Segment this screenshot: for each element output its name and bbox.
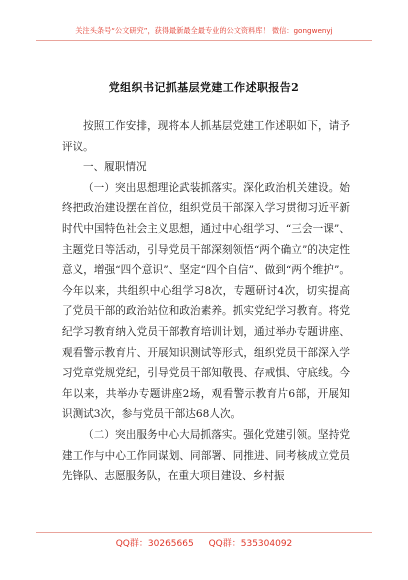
footer-divider xyxy=(36,532,372,533)
header-divider xyxy=(36,40,372,41)
body-paragraph: （一）突出思想理论武装抓落实。深化政治机关建设。始终把政治建设摆在首位，组织党员干部深入学习贯彻习近平新时代中国特色社会主义思想，通过中心组学习、“三会一课”、主题党日等活动，引导党员干部深刻领悟“两个确立”的决定性意义，增强“四个意识”、坚定“四个自信”、做到“两个维护”。今年以来，共组织中心组学习8次，专题研讨4次，切实提高了党员干部的政治站位和政治素养。抓实党纪学习教育。将党纪学习教育纳入党员干部教育培训计划，通过举办专题讲座、观看警示教育片、开展知识测试等形式，组织党员干部深入学习党章党规党纪，引导党员干部知敬畏、存戒惧、守底线。今年以来，共举办专题讲座2场，观看警示教育片6部，开展知识测试3次，参与党员干部达68人次。 xyxy=(62,181,350,421)
document-body xyxy=(62,116,350,487)
document-title: 党组织书记抓基层党建工作述职报告2 xyxy=(108,81,300,94)
intro-paragraph: 按照工作安排，现将本人抓基层党建工作述职如下，请予评议。 xyxy=(62,120,350,153)
footer xyxy=(0,536,408,549)
footer-qq-group-1: QQ群：30265665 xyxy=(115,539,194,549)
header-banner: 关注头条号“公文研究”，获得最新最全最专业的公文资料库！ 微信：gongwenyj xyxy=(75,26,333,35)
footer-qq-group-2: QQ群：535304092 xyxy=(208,539,293,549)
section-heading: 一、履职情况 xyxy=(83,161,147,174)
body-paragraph: （二）突出服务中心大局抓落实。强化党建引领。坚持党建工作与中心工作同谋划、同部署、同推进、同考核成立党员先锋队、志愿服务队，在重大项目建设、乡村振 xyxy=(62,428,350,483)
